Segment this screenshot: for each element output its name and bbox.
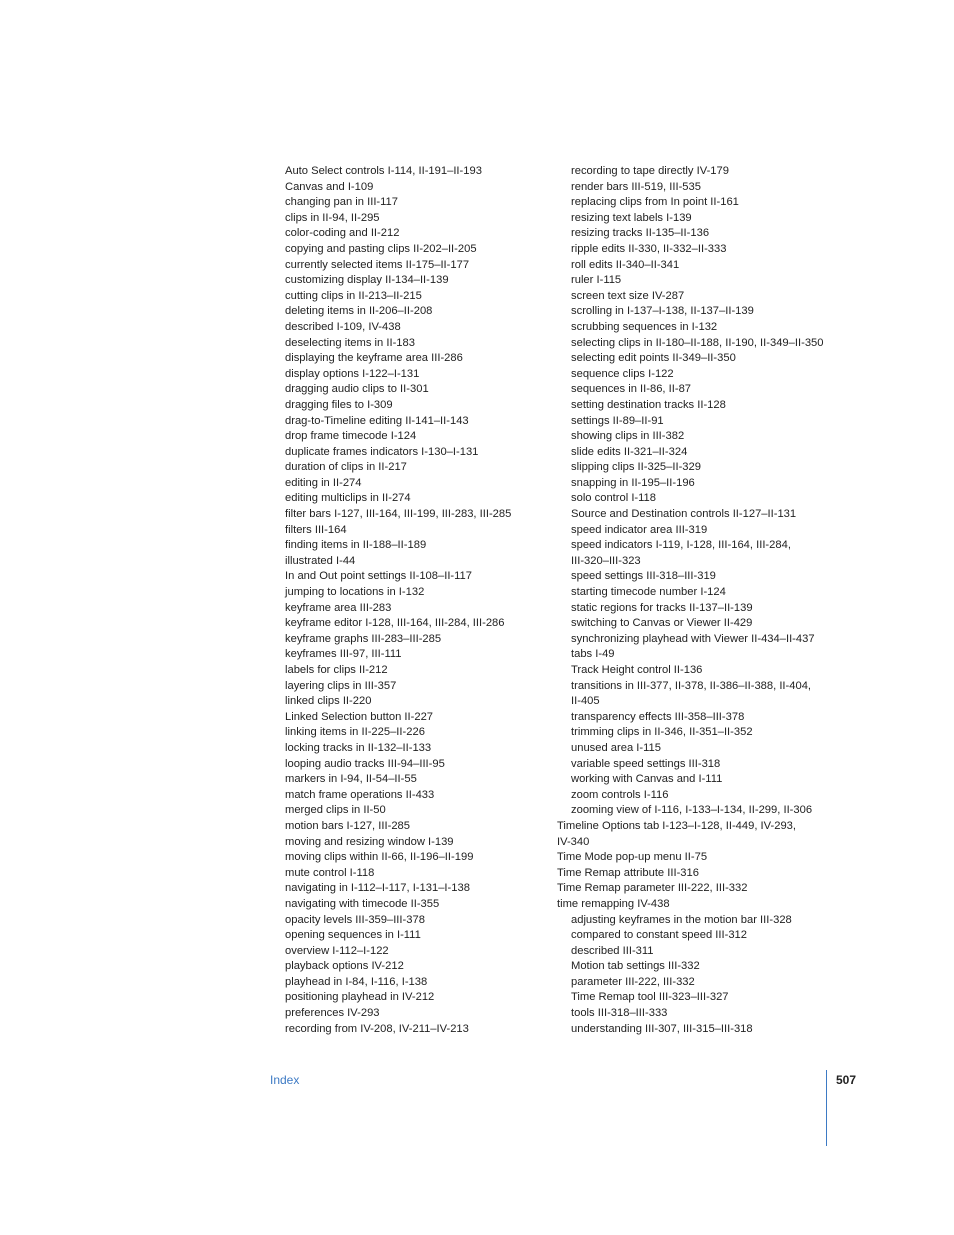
index-entry: Time Mode pop-up menu II-75 <box>557 851 708 864</box>
index-entry: zooming view of I-116, I-133–I-134, II-299, II-306 <box>571 804 813 817</box>
index-entry: variable speed settings III-318 <box>571 757 721 770</box>
index-entry: mute control I-118 <box>285 866 375 879</box>
index-entry: Track Height control II-136 <box>571 664 703 676</box>
index-entry: currently selected items II-175–II-177 <box>285 258 470 271</box>
index-entry: copying and pasting clips II-202–II-205 <box>285 242 477 255</box>
index-entry: unused area I-115 <box>571 741 661 754</box>
index-entry: described I-109, IV-438 <box>285 320 401 333</box>
page-number: 507 <box>836 1073 857 1087</box>
index-entry: cutting clips in II-213–II-215 <box>285 289 422 302</box>
index-entry: transitions in III-377, II-378, II-386–II-388, II-404, <box>571 679 812 692</box>
index-entry: roll edits II-340–II-341 <box>571 258 680 271</box>
index-entry: trimming clips in II-346, II-351–II-352 <box>571 726 753 739</box>
index-entry: jumping to locations in I-132 <box>285 586 425 599</box>
index-entry: dragging audio clips to II-301 <box>285 383 429 396</box>
index-entry: clips in II-94, II-295 <box>285 211 380 224</box>
index-entry: locking tracks in II-132–II-133 <box>285 741 432 754</box>
index-entry: drag-to-Timeline editing II-141–II-143 <box>285 414 469 427</box>
index-entry: navigating in I-112–I-117, I-131–I-138 <box>285 882 470 895</box>
index-entry: ripple edits II-330, II-332–II-333 <box>571 242 727 255</box>
index-entry: sequence clips I-122 <box>571 367 674 380</box>
index-entry: positioning playhead in IV-212 <box>285 991 435 1004</box>
index-entry: duration of clips in II-217 <box>285 461 407 474</box>
index-entry: snapping in II-195–II-196 <box>571 476 695 489</box>
index-entry: adjusting keyframes in the motion bar III-328 <box>571 913 792 926</box>
index-entry: deleting items in II-206–II-208 <box>285 305 433 318</box>
index-entry: III-320–III-323 <box>571 554 641 567</box>
index-entry: selecting edit points II-349–II-350 <box>571 352 736 365</box>
index-entry: keyframe graphs III-283–III-285 <box>285 632 442 645</box>
index-entry: described III-311 <box>571 944 654 957</box>
index-entry: speed indicators I-119, I-128, III-164, III-284, <box>571 539 791 552</box>
index-entry: navigating with timecode II-355 <box>285 897 440 910</box>
index-entry: customizing display II-134–II-139 <box>285 274 449 287</box>
index-entry: tools III-318–III-333 <box>571 1007 668 1020</box>
index-entry: resizing text labels I-139 <box>571 211 692 224</box>
index-entry: In and Out point settings II-108–II-117 <box>285 570 472 583</box>
index-entry: Time Remap parameter III-222, III-332 <box>557 882 748 895</box>
index-entry: linked clips II-220 <box>285 695 372 708</box>
index-entry: Motion tab settings III-332 <box>571 960 700 973</box>
index-entry: II-405 <box>571 695 600 708</box>
index-entry: opacity levels III-359–III-378 <box>285 913 425 926</box>
index-entry: Source and Destination controls II-127–II-131 <box>571 508 797 521</box>
index-entry: match frame operations II-433 <box>285 788 435 801</box>
index-entry: recording to tape directly IV-179 <box>571 165 729 177</box>
index-entry: keyframe area III-283 <box>285 601 392 614</box>
index-entry: changing pan in III-117 <box>285 196 398 209</box>
index-entry: scrolling in I-137–I-138, II-137–II-139 <box>571 305 754 318</box>
index-entry: static regions for tracks II-137–II-139 <box>571 601 753 614</box>
index-entry: display options I-122–I-131 <box>285 367 420 380</box>
index-entry: transparency effects III-358–III-378 <box>571 710 745 723</box>
index-entry: dragging files to I-309 <box>285 398 393 411</box>
index-entry: screen text size IV-287 <box>571 289 685 302</box>
index-entry: moving and resizing window I-139 <box>285 835 454 848</box>
index-entry: Canvas and I-109 <box>285 180 374 193</box>
index-entry: Time Remap tool III-323–III-327 <box>571 991 729 1004</box>
index-entry: drop frame timecode I-124 <box>285 430 417 443</box>
index-entry: IV-340 <box>557 835 590 848</box>
index-column-right <box>557 164 837 1037</box>
index-entry: replacing clips from In point II-161 <box>571 196 739 209</box>
index-entry: motion bars I-127, III-285 <box>285 819 410 832</box>
footer-divider <box>826 1070 827 1146</box>
index-entry: duplicate frames indicators I-130–I-131 <box>285 445 479 458</box>
index-entry: selecting clips in II-180–II-188, II-190, II-349–II-350 <box>571 336 824 349</box>
index-entry: keyframes III-97, III-111 <box>285 648 402 661</box>
index-entry: filter bars I-127, III-164, III-199, III-283, III-285 <box>285 508 512 521</box>
index-entry: ruler I-115 <box>571 274 622 287</box>
index-entry: looping audio tracks III-94–III-95 <box>285 757 445 770</box>
index-entry: showing clips in III-382 <box>571 430 685 443</box>
index-entry: slipping clips II-325–II-329 <box>571 461 701 474</box>
index-entry: recording from IV-208, IV-211–IV-213 <box>285 1022 469 1035</box>
index-entry: scrubbing sequences in I-132 <box>571 320 718 333</box>
index-entry: setting destination tracks II-128 <box>571 398 726 411</box>
index-entry: Linked Selection button II-227 <box>285 710 434 723</box>
index-entry: opening sequences in I-111 <box>285 929 421 942</box>
index-entry: finding items in II-188–II-189 <box>285 539 427 552</box>
index-entry: displaying the keyframe area III-286 <box>285 352 463 365</box>
index-entry: filters III-164 <box>285 523 347 536</box>
index-entry: editing multiclips in II-274 <box>285 492 411 505</box>
index-entry: zoom controls I-116 <box>571 788 669 801</box>
index-entry: slide edits II-321–II-324 <box>571 445 688 458</box>
index-entry: render bars III-519, III-535 <box>571 180 701 193</box>
index-entry: preferences IV-293 <box>285 1007 380 1020</box>
index-entry: compared to constant speed III-312 <box>571 929 748 942</box>
index-entry: markers in I-94, II-54–II-55 <box>285 773 417 786</box>
index-entry: speed indicator area III-319 <box>571 523 708 536</box>
index-entry: solo control I-118 <box>571 492 656 505</box>
index-entry: linking items in II-225–II-226 <box>285 726 425 739</box>
index-entry: keyframe editor I-128, III-164, III-284, III-286 <box>285 617 505 630</box>
index-entry: editing in II-274 <box>285 476 362 489</box>
index-entry: labels for clips II-212 <box>285 664 388 676</box>
index-entry: overview I-112–I-122 <box>285 944 389 957</box>
index-entry: playback options IV-212 <box>285 960 404 973</box>
index-entry: tabs I-49 <box>571 648 615 661</box>
index-entry: settings II-89–II-91 <box>571 414 664 427</box>
index-entry: sequences in II-86, II-87 <box>571 383 692 396</box>
index-entry: merged clips in II-50 <box>285 804 386 817</box>
index-entry: switching to Canvas or Viewer II-429 <box>571 617 753 630</box>
index-entry: moving clips within II-66, II-196–II-199 <box>285 851 474 864</box>
index-column-left <box>285 164 547 1037</box>
index-entry: layering clips in III-357 <box>285 679 397 692</box>
index-entry: Time Remap attribute III-316 <box>557 866 699 879</box>
index-entry: color-coding and II-212 <box>285 227 400 240</box>
index-entry: time remapping IV-438 <box>557 897 670 910</box>
index-entry: speed settings III-318–III-319 <box>571 570 716 583</box>
index-entry: understanding III-307, III-315–III-318 <box>571 1022 753 1035</box>
index-entry: Timeline Options tab I-123–I-128, II-449, IV-293, <box>557 819 797 832</box>
index-entry: Auto Select controls I-114, II-191–II-193 <box>285 165 482 177</box>
index-entry: resizing tracks II-135–II-136 <box>571 227 710 240</box>
index-entry: working with Canvas and I-111 <box>571 773 723 786</box>
index-entry: deselecting items in II-183 <box>285 336 415 349</box>
index-entry: parameter III-222, III-332 <box>571 975 695 988</box>
index-entry: playhead in I-84, I-116, I-138 <box>285 975 428 988</box>
index-entry: starting timecode number I-124 <box>571 586 726 599</box>
footer-section-label: Index <box>270 1073 300 1087</box>
index-entry: synchronizing playhead with Viewer II-434–II-437 <box>571 632 815 645</box>
index-entry: illustrated I-44 <box>285 554 356 567</box>
